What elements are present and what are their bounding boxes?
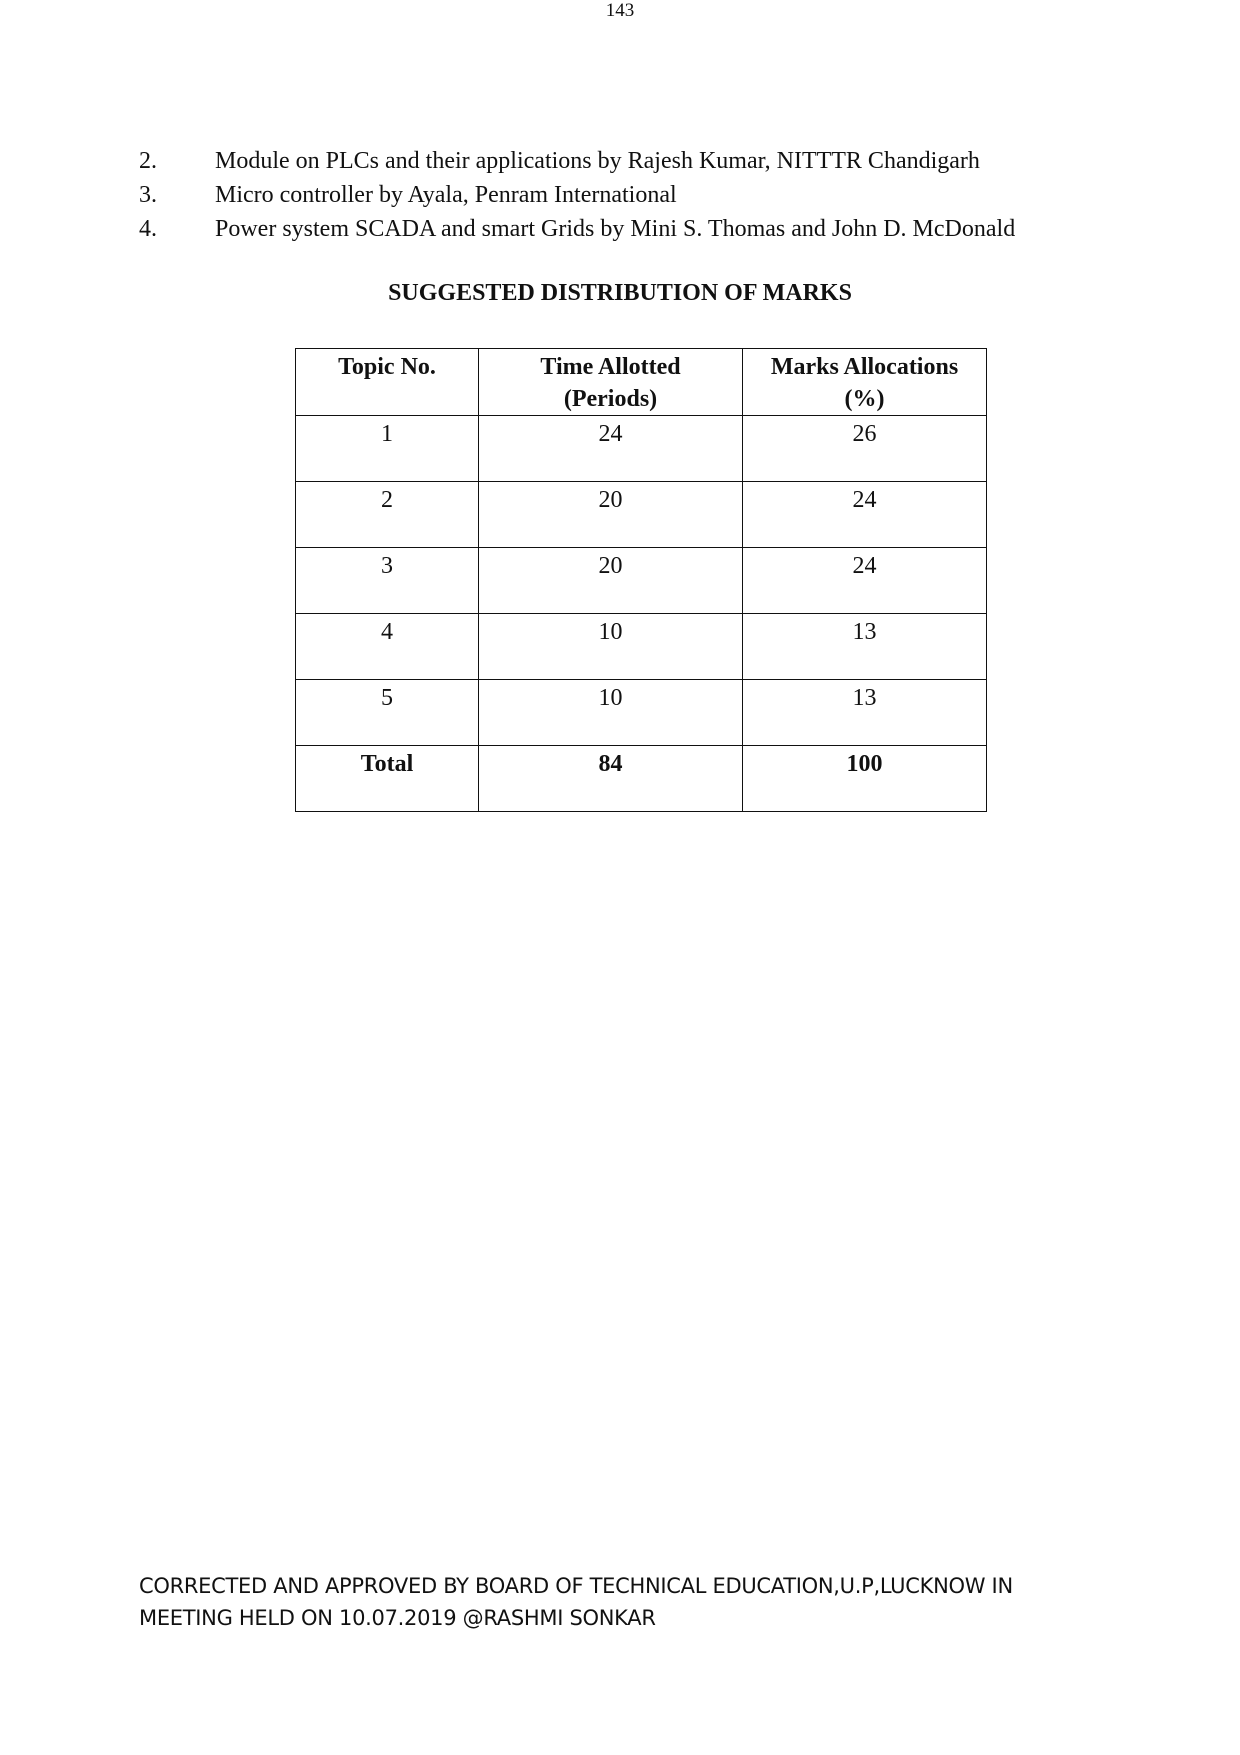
reference-item <box>139 144 1139 178</box>
cell-marks: 24 <box>743 548 987 614</box>
cell-total-time: 84 <box>479 746 743 812</box>
cell-marks: 13 <box>743 614 987 680</box>
footer-line-2: MEETING HELD ON 10.07.2019 @RASHMI SONKAR <box>139 1606 656 1630</box>
table-header-row <box>296 349 987 416</box>
table-total-row <box>296 746 987 812</box>
cell-marks: 24 <box>743 482 987 548</box>
cell-time: 10 <box>479 680 743 746</box>
cell-topic: 4 <box>296 614 479 680</box>
reference-number: 4. <box>139 216 157 242</box>
cell-time: 24 <box>479 416 743 482</box>
section-title: SUGGESTED DISTRIBUTION OF MARKS <box>388 280 852 306</box>
header-time-allotted <box>479 349 743 416</box>
cell-time: 10 <box>479 614 743 680</box>
cell-marks: 13 <box>743 680 987 746</box>
reference-text: Module on PLCs and their applications by Rajesh Kumar, NITTTR Chandigarh <box>215 148 980 174</box>
reference-number: 3. <box>139 182 157 208</box>
header-topic-no <box>296 349 479 416</box>
reference-number: 2. <box>139 148 157 174</box>
header-marks-line2: (%) <box>844 386 885 412</box>
cell-total-marks: 100 <box>743 746 987 812</box>
cell-time: 20 <box>479 548 743 614</box>
cell-topic: 1 <box>296 416 479 482</box>
header-time-line2: (Periods) <box>563 386 658 412</box>
table-row <box>296 548 987 614</box>
reference-list <box>139 144 1139 246</box>
table-row <box>296 482 987 548</box>
cell-marks: 26 <box>743 416 987 482</box>
header-marks-allocations <box>743 349 987 416</box>
header-time-line1: Time Allotted <box>540 354 681 380</box>
table-row <box>296 416 987 482</box>
cell-topic: 3 <box>296 548 479 614</box>
page-number: 143 <box>605 0 635 21</box>
cell-time: 20 <box>479 482 743 548</box>
cell-topic: 5 <box>296 680 479 746</box>
reference-text: Power system SCADA and smart Grids by Mini S. Thomas and John D. McDonald <box>215 216 1016 242</box>
reference-item <box>139 178 1139 212</box>
marks-distribution-table <box>295 348 987 812</box>
header-topic-label: Topic No. <box>338 354 436 380</box>
table-row <box>296 614 987 680</box>
table-row <box>296 680 987 746</box>
footer-note <box>139 1570 1139 1634</box>
header-marks-line1: Marks Allocations <box>770 354 959 380</box>
reference-text: Micro controller by Ayala, Penram International <box>215 182 677 208</box>
reference-item <box>139 212 1139 246</box>
footer-line-1: CORRECTED AND APPROVED BY BOARD OF TECHNICAL EDUCATION,U.P,LUCKNOW IN <box>139 1574 1013 1598</box>
cell-total-label: Total <box>296 746 479 812</box>
cell-topic: 2 <box>296 482 479 548</box>
